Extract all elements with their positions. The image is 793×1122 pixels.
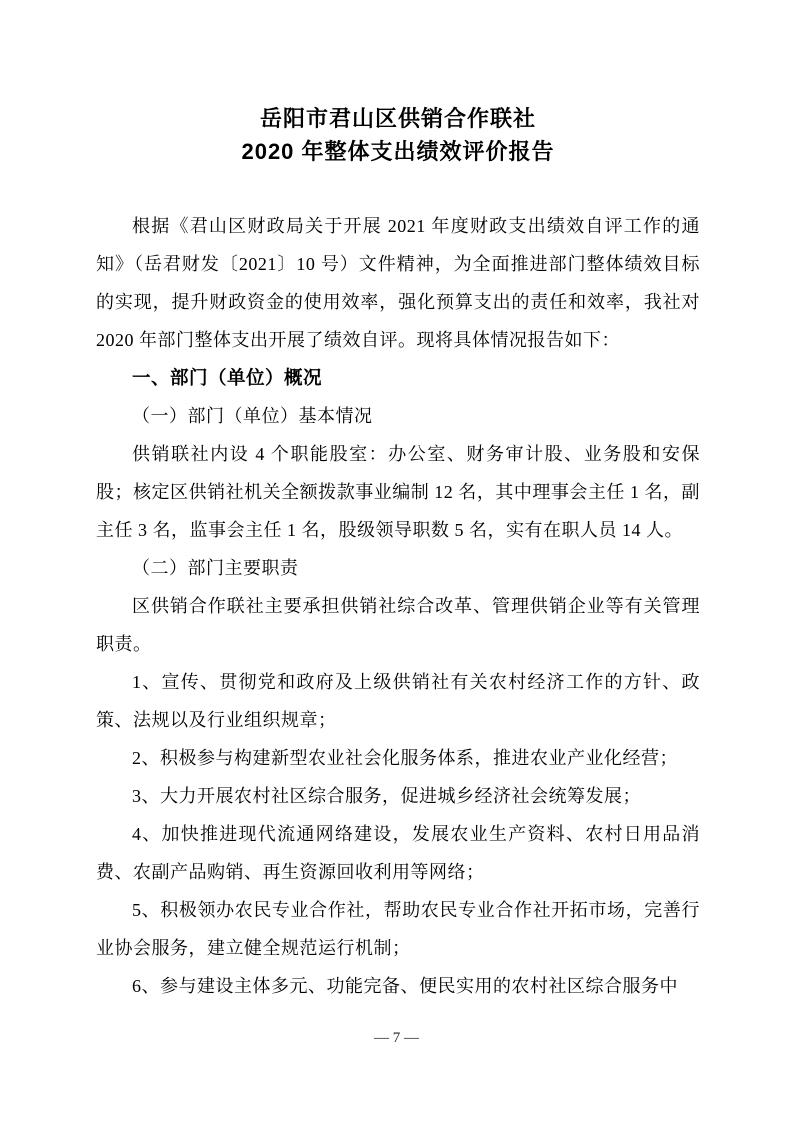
duty-item-6: 6、参与建设主体多元、功能完备、便民实用的农村社区综合服务中 — [132, 976, 678, 996]
duty-item-3: 3、大力开展农村社区综合服务，促进城乡经济社会统筹发展； — [132, 786, 641, 806]
duty-item-1: 1、宣传、贯彻党和政府及上级供销社有关农村经济工作的方针、政策、法规以及行业组织规章； — [96, 672, 700, 730]
duty-item-5: 5、积极领办农民专业合作社，帮助农民专业合作社开拓市场，完善行业协会服务，建立健全规范运行机制； — [96, 900, 700, 958]
duty-item-4: 4、加快推进现代流通网络建设，发展农业生产资料、农村日用品消费、农副产品购销、再生资源回收利用等网络； — [96, 824, 700, 882]
subsection-2-heading: （二）部门主要职责 — [132, 558, 299, 578]
document-content — [96, 102, 700, 1005]
duties-intro-paragraph: 区供销合作联社主要承担供销社综合改革、管理供销企业等有关管理职责。 — [96, 596, 700, 654]
section-1-heading: 一、部门（单位）概况 — [132, 367, 323, 388]
document-title — [96, 102, 700, 168]
intro-paragraph: 根据《君山区财政局关于开展 2021 年度财政支出绩效自评工作的通知》（岳君财发〔2021〕10 号）文件精神，为全面推进部门整体绩效目标的实现，提升财政资金的使用效率，强化预算支出的责任和效率，我社对 2020 年部门整体支出开展了绩效自评。现将具体情况报告如下： — [96, 216, 700, 350]
title-line-1: 岳阳市君山区供销合作联社 — [259, 106, 536, 131]
subsection-1-heading: （一）部门（单位）基本情况 — [132, 406, 373, 426]
page-number: — 7 — — [374, 1030, 419, 1046]
document-body — [96, 207, 700, 1005]
title-line-2: 2020 年整体支出绩效评价报告 — [241, 139, 555, 164]
duty-item-2: 2、积极参与构建新型农业社会化服务体系，推进农业产业化经营； — [132, 748, 678, 768]
basic-info-paragraph: 供销联社内设 4 个职能股室：办公室、财务审计股、业务股和安保股；核定区供销社机关全额拨款事业编制 12 名，其中理事会主任 1 名，副主任 3 名，监事会主任 1 名，股级领导职数 5 名，实有在职人员 14 人。 — [96, 444, 700, 540]
